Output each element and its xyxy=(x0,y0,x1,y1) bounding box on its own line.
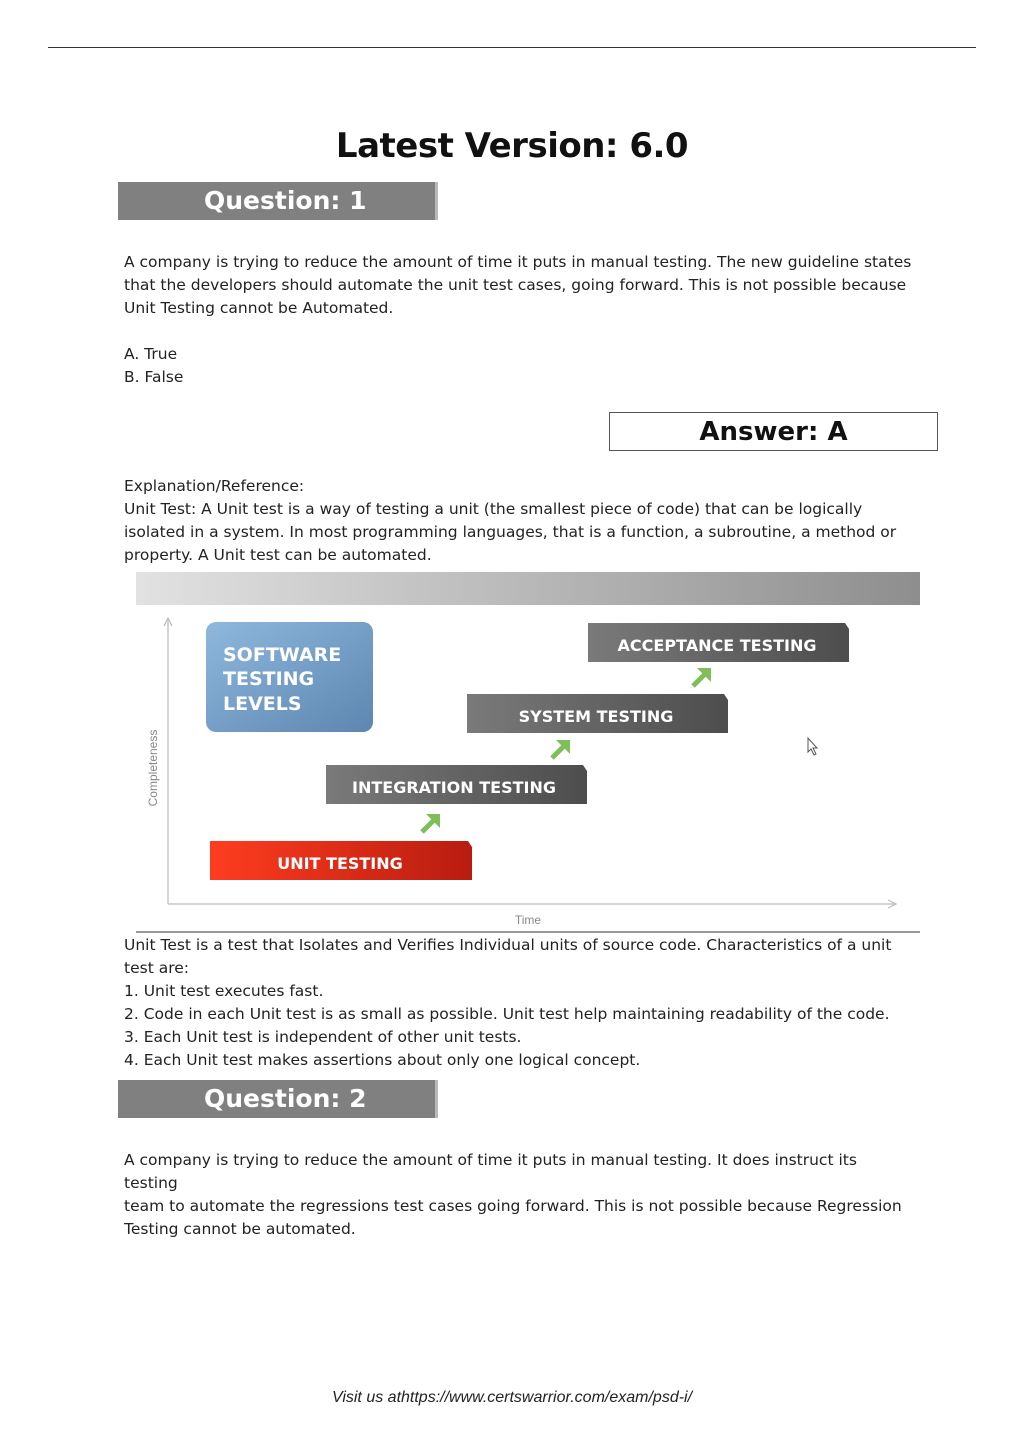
box-line: SOFTWARE xyxy=(223,644,342,666)
characteristic-item: 2. Code in each Unit test is as small as possible. Unit test help maintaining readability of the code. xyxy=(124,1005,890,1023)
box-line: TESTING xyxy=(223,668,315,690)
question-1-header xyxy=(118,182,438,220)
characteristic-item: 3. Each Unit test is independent of other unit tests. xyxy=(124,1028,522,1046)
y-axis-label: Completeness xyxy=(146,729,160,807)
question-2-header xyxy=(118,1080,438,1118)
system-testing-label: SYSTEM TESTING xyxy=(518,707,674,726)
characteristics-intro: test are: xyxy=(124,959,189,977)
characteristic-item: 1. Unit test executes fast. xyxy=(124,982,324,1000)
question-2-line: team to automate the regressions test cases going forward. This is not possible because Regression xyxy=(124,1197,902,1215)
characteristics xyxy=(124,934,914,1072)
explanation xyxy=(124,475,914,567)
footer-link-text: Visit us athttps://www.certswarrior.com/exam/psd-i/ xyxy=(331,1389,693,1406)
answer-box: Answer: A xyxy=(609,412,938,451)
characteristics-intro: Unit Test is a test that Isolates and Verifies Individual units of source code. Characteristics of a unit xyxy=(124,936,892,954)
question-2-line: Testing cannot be automated. xyxy=(124,1220,356,1238)
explanation-heading: Explanation/Reference: xyxy=(124,477,305,495)
arrow-up-right-icon xyxy=(422,814,440,832)
integration-testing-label: INTEGRATION TESTING xyxy=(352,778,556,797)
box-line: LEVELS xyxy=(223,693,302,715)
acceptance-testing-label: ACCEPTANCE TESTING xyxy=(617,636,817,655)
cursor-icon xyxy=(808,738,817,755)
characteristic-item: 4. Each Unit test makes assertions about only one logical concept. xyxy=(124,1051,641,1069)
arrow-up-right-icon xyxy=(693,668,711,686)
explanation-line: isolated in a system. In most programming languages, that is a function, a subroutine, a method or xyxy=(124,523,897,541)
unit-testing-label: UNIT TESTING xyxy=(277,854,403,873)
option-a: A. True xyxy=(124,345,178,363)
question-1-text xyxy=(124,251,914,320)
figure-top-band xyxy=(136,572,920,605)
arrow-up-right-icon xyxy=(552,740,570,758)
question-2-line: A company is trying to reduce the amount of time it puts in manual testing. It does instruct its testing xyxy=(124,1151,857,1192)
testing-levels-figure xyxy=(136,572,920,934)
question-2-text xyxy=(124,1149,914,1241)
question-1-line: Unit Testing cannot be Automated. xyxy=(124,299,394,317)
option-b: B. False xyxy=(124,368,184,386)
header-rule xyxy=(48,47,976,48)
document-title: Latest Version: 6.0 xyxy=(335,126,689,166)
question-2-label: Question: 2 xyxy=(204,1084,367,1113)
question-1-line: A company is trying to reduce the amount of time it puts in manual testing. The new guideline states xyxy=(124,253,912,271)
x-axis-label: Time xyxy=(514,913,542,927)
question-1-line: that the developers should automate the unit test cases, going forward. This is not possible because xyxy=(124,276,907,294)
explanation-line: property. A Unit test can be automated. xyxy=(124,546,432,564)
explanation-line: Unit Test: A Unit test is a way of testing a unit (the smallest piece of code) that can be logically xyxy=(124,500,863,518)
testing-levels-diagram xyxy=(136,572,920,934)
question-1-options xyxy=(124,343,914,389)
question-1-label: Question: 1 xyxy=(204,186,367,215)
